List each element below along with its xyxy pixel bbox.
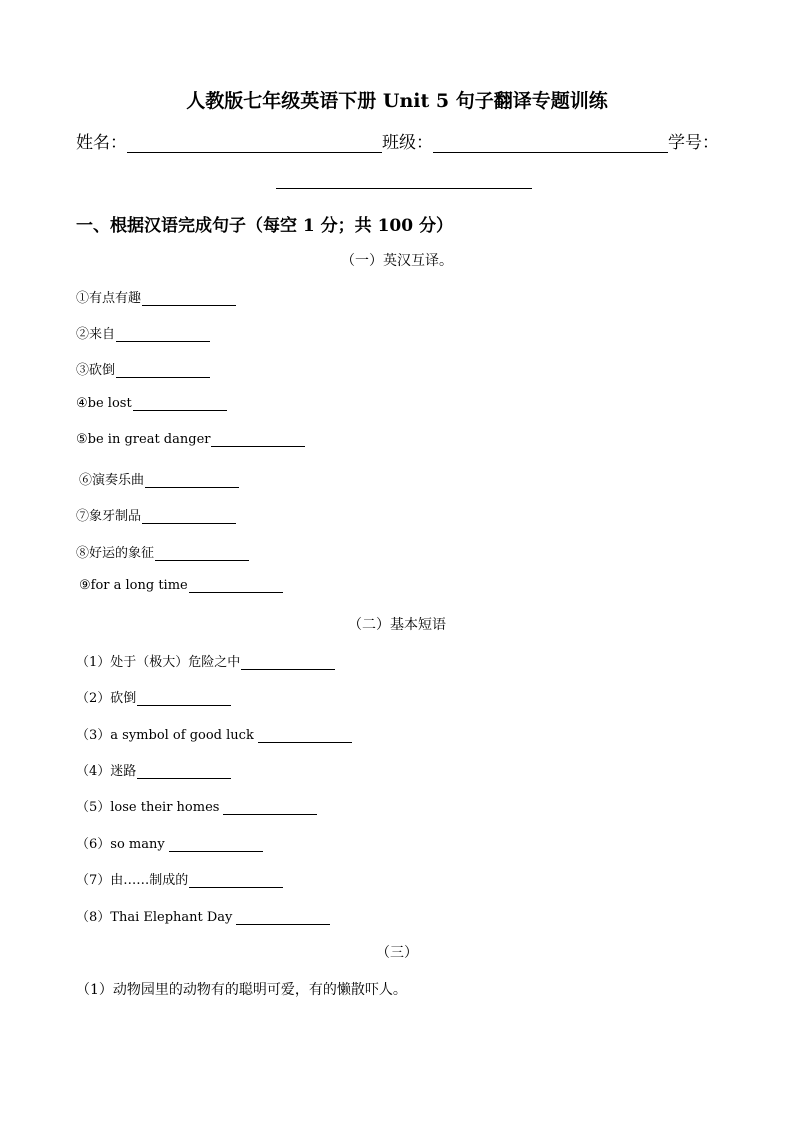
student-number-label: 学号：: [668, 133, 719, 153]
answer-blank[interactable]: [223, 800, 317, 815]
part-one-item: [76, 359, 210, 378]
answer-blank[interactable]: [189, 578, 283, 593]
page-title: 人教版七年级英语下册 Unit 5 句子翻译专题训练: [186, 90, 608, 112]
answer-blank[interactable]: [258, 728, 352, 743]
item-text: （2）砍倒: [76, 691, 137, 706]
item-text: （3）a symbol of good luck: [76, 728, 254, 743]
part-two-item: [76, 796, 317, 815]
part-two-item: [76, 906, 330, 925]
student-number-blank[interactable]: [276, 188, 532, 189]
part-one-item: [76, 542, 249, 561]
item-text: （7）由……制成的: [76, 873, 189, 888]
item-text: ⑧好运的象征: [76, 546, 155, 561]
item-text: ③砍倒: [76, 363, 116, 378]
answer-blank[interactable]: [116, 363, 210, 378]
part-two-item: [76, 724, 352, 743]
part-two-item: [76, 687, 231, 706]
part-one-item: [76, 432, 305, 447]
part-two-heading: （二）基本短语: [348, 617, 446, 633]
item-text: ①有点有趣: [76, 291, 142, 306]
answer-blank[interactable]: [133, 396, 227, 411]
answer-blank[interactable]: [236, 910, 330, 925]
part-one-item: [76, 287, 236, 306]
section-one-heading: 一、根据汉语完成句子（每空 1 分；共 100 分）: [76, 216, 453, 236]
part-one-item: [79, 469, 239, 488]
item-text: ⑥演奏乐曲: [79, 473, 145, 488]
class-label: 班级：: [382, 133, 433, 153]
item-text: ②来自: [76, 327, 116, 342]
part-one-item: [76, 323, 210, 342]
part-two-item: [76, 833, 263, 852]
item-text: （4）迷路: [76, 764, 137, 779]
answer-blank[interactable]: [189, 873, 283, 888]
part-three-heading: （三）: [376, 945, 418, 961]
item-text: ⑨for a long time: [79, 578, 188, 593]
item-text: （8）Thai Elephant Day: [76, 910, 233, 925]
answer-blank[interactable]: [241, 655, 335, 670]
item-text: （1）处于（极大）危险之中: [76, 655, 241, 670]
item-text: （5）lose their homes: [76, 800, 220, 815]
item-text: ⑦象牙制品: [76, 509, 142, 524]
class-blank[interactable]: [433, 132, 668, 153]
part-two-item: [76, 869, 283, 888]
answer-blank[interactable]: [137, 764, 231, 779]
answer-blank[interactable]: [169, 837, 263, 852]
part-one-item: [76, 396, 227, 411]
answer-blank[interactable]: [137, 691, 231, 706]
item-text: （6）so many: [76, 837, 165, 852]
part-one-item: [79, 578, 283, 593]
answer-blank[interactable]: [145, 473, 239, 488]
part-two-item: [76, 651, 335, 670]
answer-blank[interactable]: [142, 509, 236, 524]
part-three-sentence: （1）动物园里的动物有的聪明可爱，有的懒散吓人。: [76, 982, 407, 998]
item-text: ④be lost: [76, 396, 132, 411]
item-text: ⑤be in great danger: [76, 432, 211, 447]
answer-blank[interactable]: [116, 327, 210, 342]
student-info-row: [76, 128, 728, 153]
answer-blank[interactable]: [142, 291, 236, 306]
answer-blank[interactable]: [155, 546, 249, 561]
name-blank[interactable]: [127, 132, 382, 153]
part-one-heading: （一）英汉互译。: [341, 253, 453, 269]
answer-blank[interactable]: [211, 432, 305, 447]
part-one-item: [76, 505, 236, 524]
name-label: 姓名：: [76, 133, 127, 153]
part-two-item: [76, 760, 231, 779]
